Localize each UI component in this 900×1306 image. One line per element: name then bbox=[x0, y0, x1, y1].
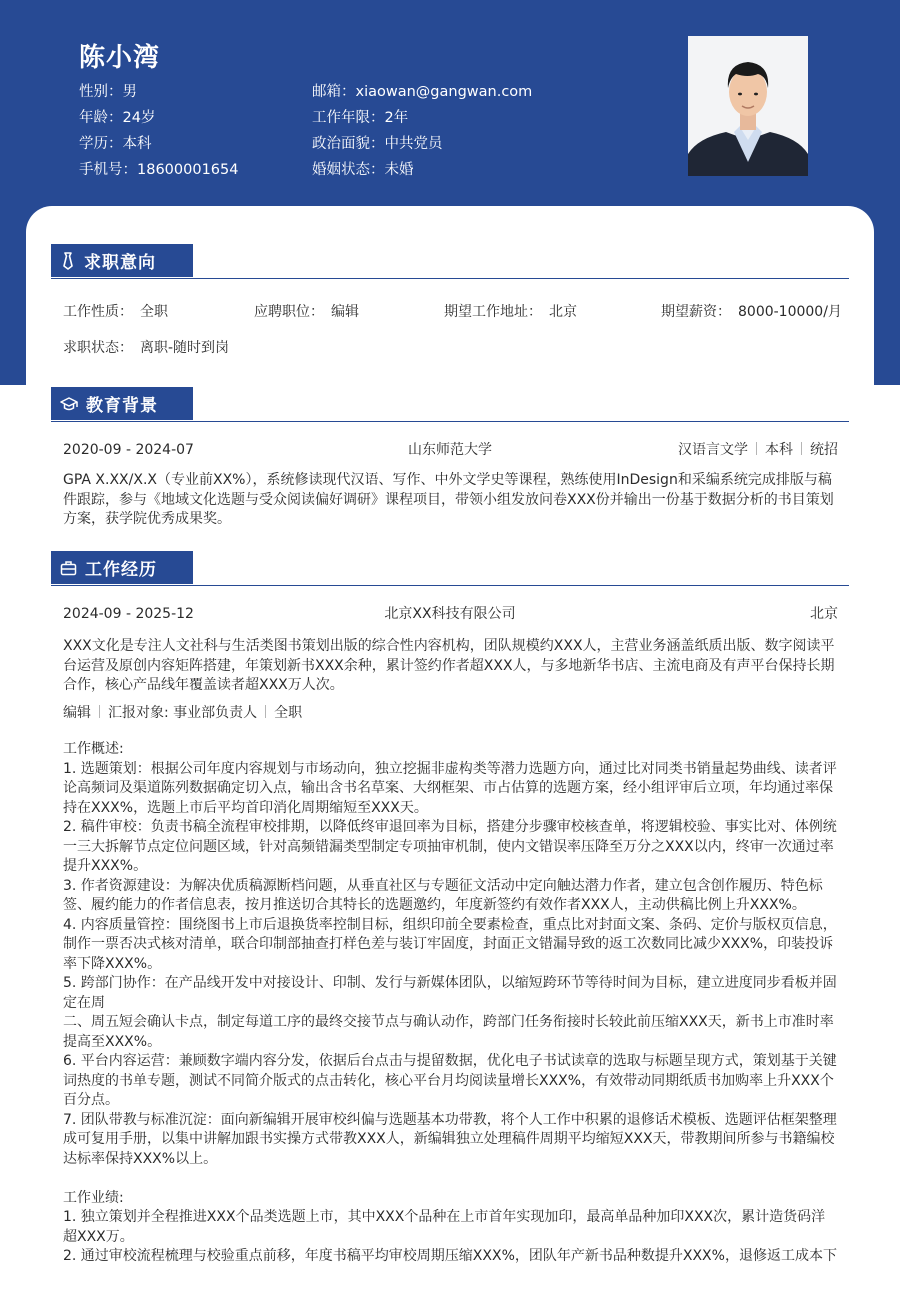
section-title-education: 教育背景 bbox=[86, 396, 158, 416]
section-header-education bbox=[51, 387, 849, 422]
overview-item: 7. 团队带教与标准沉淀：面向新编辑开展审校纠偏与选题基本功带教，将个人工作中积累的退修话术模板、选题评估框架整理成可复用手册，以集中讲解加跟书实操方式带教XXX人，新编辑独立处理稿件周期平均缩短XXX天，带教期间所参与书籍编校达标率保持XXX%以上。 bbox=[63, 1111, 837, 1167]
achievement-item: 2. 通过审校流程梳理与校验重点前移，年度书稿平均审校周期压缩XXX%，团队年产新书品种数提升XXX%，退修返工成本下 bbox=[63, 1248, 837, 1264]
marital-status: 婚姻状态：未婚 bbox=[312, 162, 414, 178]
tie-icon bbox=[60, 252, 76, 270]
overview-title: 工作概述: bbox=[63, 741, 124, 757]
overview-item: 4. 内容质量管控：围绕图书上市后退换货率控制目标，组织印前全要素检查，重点比对封面文案、条码、定价与版权页信息，制作一票否决式核对清单，联合印制部抽查打样色差与装订牢固度，封面正文错漏导致的返工次数同比减少XXX%，印装投诉率下降XXX%。 bbox=[63, 916, 837, 972]
intent-status: 求职状态： 离职-随时到岗 bbox=[63, 340, 230, 356]
candidate-name: 陈小湾 bbox=[79, 43, 161, 73]
intent-location: 期望工作地址： 北京 bbox=[444, 304, 577, 320]
overview-item: 6. 平台内容运营：兼顾数字端内容分发，依据后台点击与提留数据，优化电子书试读章的选取与标题呈现方式，策划基于关键词热度的书单专题，测试不同简介版式的点击转化，核心平台月均阅读量增长XXX%，有效带动同期纸质书加购率上升XXX个百分点。 bbox=[63, 1053, 837, 1108]
overview-item: 5. 跨部门协作：在产品线开发中对接设计、印制、发行与新媒体团队，以缩短跨环节等待时间为目标，建立进度同步看板并固定在周 bbox=[63, 975, 837, 1011]
company-intro: XXX文化是专注人文社科与生活类图书策划出版的综合性内容机构，团队规模约XXX人，主营业务涵盖纸质出版、数字阅读平台运营及原创内容矩阵搭建，年策划新书XXX余种，累计签约作者超XXX人，与多地新华书店、主流电商及有声平台保持长期合作，核心产品线年覆盖读者超XXX万人次。 bbox=[63, 638, 835, 693]
overview-item: 2. 稿件审校：负责书稿全流程审校排期，以降低终审退回率为目标，搭建分步骤审校核查单，将逻辑校验、事实比对、体例统一三大拆解节点定位问题区域，针对高频错漏类型制定专项抽审机制，使内文错误率压降至万分之XXX以内，终审一次通过率提升XXX%。 bbox=[63, 819, 837, 874]
work-details bbox=[63, 740, 839, 1267]
graduation-cap-icon bbox=[60, 396, 78, 412]
section-title-work: 工作经历 bbox=[85, 560, 157, 580]
political-status: 政治面貌：中共党员 bbox=[312, 136, 443, 152]
email: 邮箱：xiaowan@gangwan.com bbox=[312, 84, 533, 100]
section-title-intent: 求职意向 bbox=[84, 253, 156, 273]
work-city: 北京 bbox=[810, 606, 838, 622]
intent-position: 应聘职位： 编辑 bbox=[254, 304, 359, 320]
overview-item: 二、周五短会确认卡点，制定每道工序的最终交接节点与确认动作，跨部门任务衔接时长较此前压缩XXX天，新书上市准时率提高至XXX%。 bbox=[63, 1014, 834, 1050]
work-period: 2024-09 - 2025-12 bbox=[63, 606, 194, 622]
company-name: 北京XX科技有限公司 bbox=[384, 606, 516, 622]
overview-item: 1. 选题策划：根据公司年度内容规划与市场动向，独立挖掘非虚构类等潜力选题方向，通过比对同类书销量起势曲线、读者评论高频词及渠道陈列数据确定切入点，输出含书名草案、大纲框架、市占估算的选题方案，经小组评审后立项，年均通过率保持在XXX%，选题上市后平均首印消化周期缩短至XXX天。 bbox=[63, 760, 837, 816]
achievement-item: 1. 独立策划并全程推进XXX个品类选题上市，其中XXX个品种在上市首年实现加印，最高单品种加印XXX次，累计造货码洋超XXX万。 bbox=[63, 1209, 826, 1245]
school-name: 山东师范大学 bbox=[408, 442, 492, 458]
education-level: 学历：本科 bbox=[79, 136, 152, 152]
gender: 性别：男 bbox=[79, 84, 137, 100]
overview-item: 3. 作者资源建设：为解决优质稿源断档问题，从垂直社区与专题征文活动中定向触达潜力作者，建立包含创作履历、特色标签、履约能力的作者信息表，按月推送切合其特长的选题邀约，年度新签约有效作者XXX人，主动供稿比例上升XXX%。 bbox=[63, 877, 823, 913]
briefcase-icon bbox=[60, 560, 77, 576]
education-tags: 汉语言文学 本科 统招 bbox=[678, 442, 838, 458]
resume-header bbox=[0, 0, 900, 205]
age: 年龄：24岁 bbox=[79, 110, 156, 126]
section-header-intent bbox=[51, 244, 849, 279]
section-header-work bbox=[51, 551, 849, 586]
work-tags: 编辑 汇报对象: 事业部负责人 全职 bbox=[63, 705, 303, 721]
phone: 手机号：18600001654 bbox=[79, 162, 239, 178]
work-years: 工作年限：2年 bbox=[312, 110, 409, 126]
intent-salary: 期望薪资： 8000-10000/月 bbox=[661, 304, 842, 320]
achievement-title: 工作业绩: bbox=[63, 1189, 124, 1206]
education-description: GPA X.XX/X.X（专业前XX%），系统修读现代汉语、写作、中外文学史等课程，熟练使用InDesign和采编系统完成排版与稿件跟踪，参与《地域文化选题与受众阅读偏好调研》课程项目，带领小组发放问卷XXX份并输出一份基于数据分析的书目策划方案，获学院优秀成果奖。 bbox=[63, 472, 834, 527]
education-period: 2020-09 - 2024-07 bbox=[63, 442, 194, 458]
intent-job-type: 工作性质： 全职 bbox=[63, 304, 168, 320]
profile-photo bbox=[688, 36, 808, 176]
